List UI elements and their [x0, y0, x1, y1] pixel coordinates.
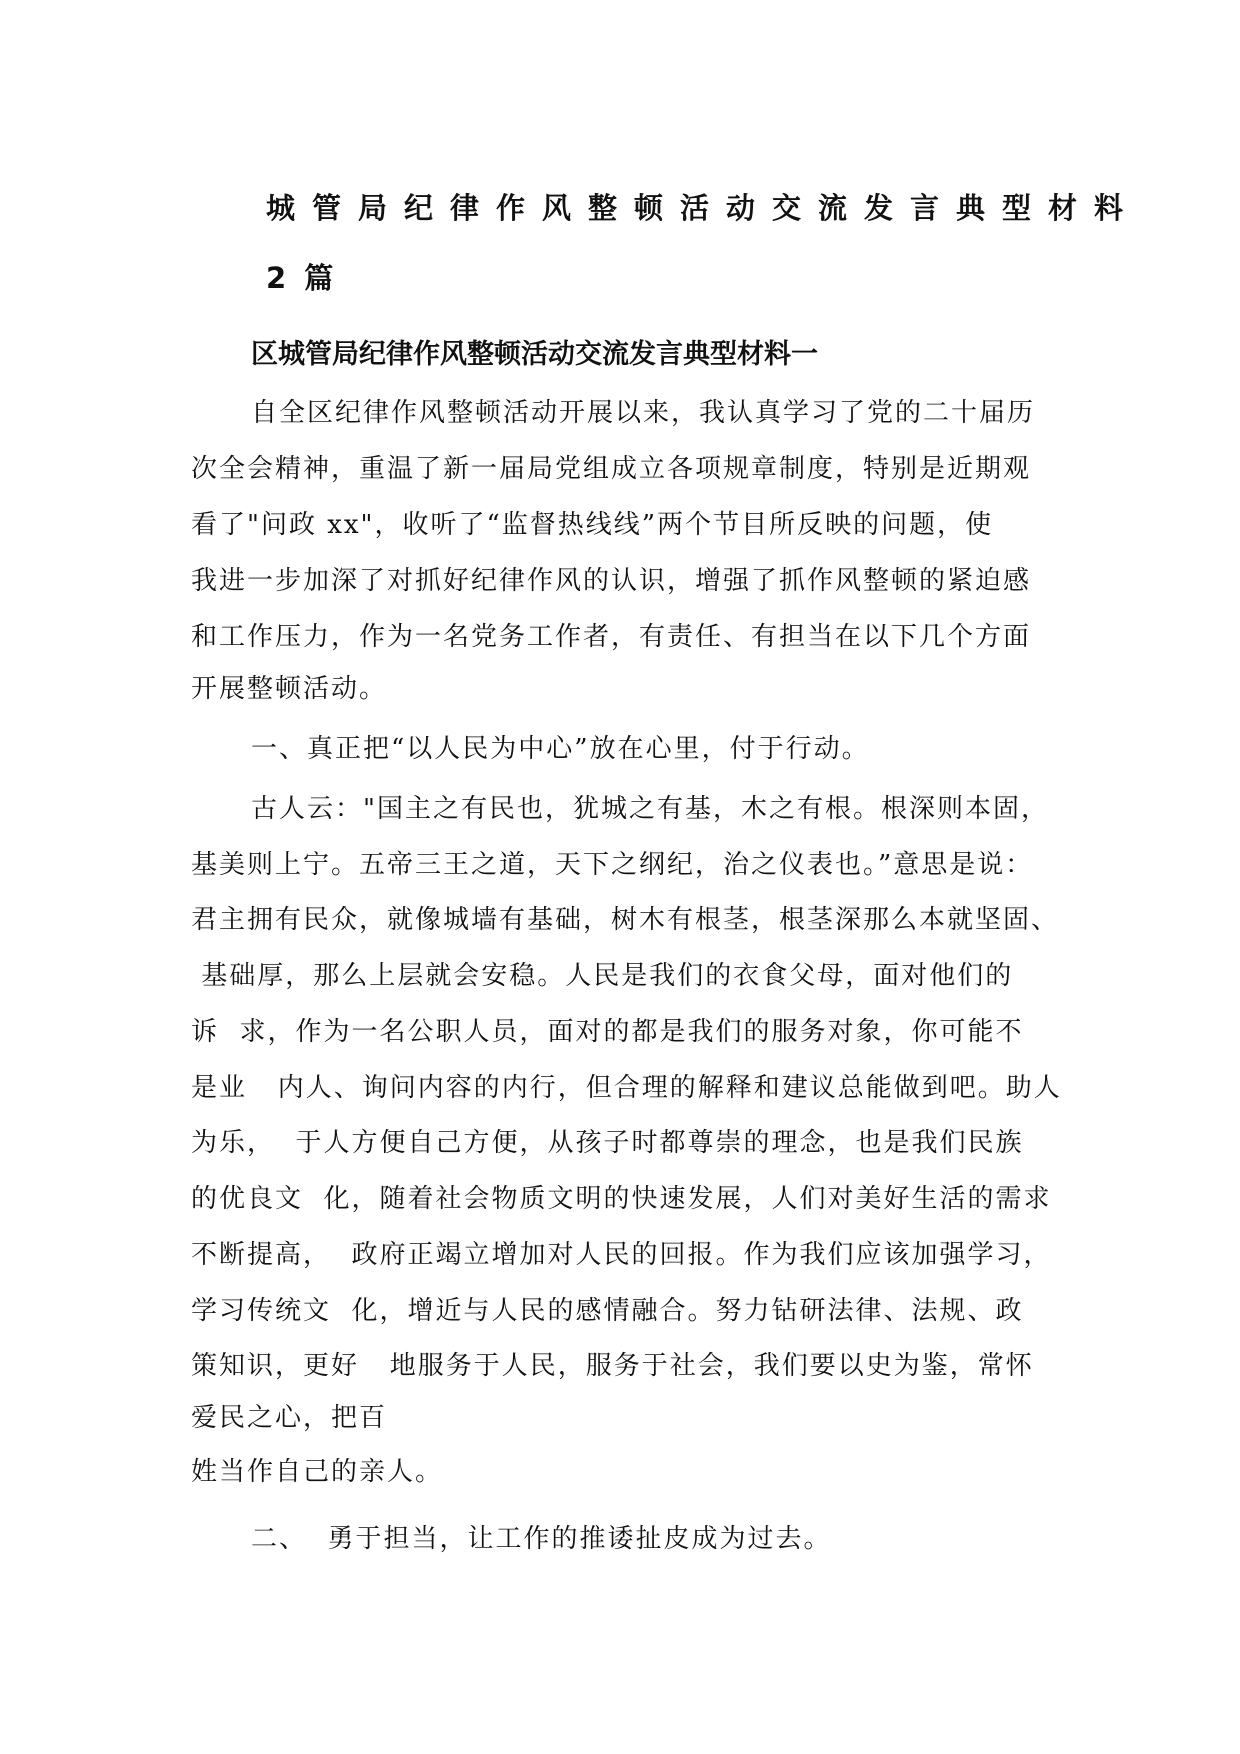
body-line: 不断提高， 政府正竭立增加对人民的回报。作为我们应该加强学习， [191, 1240, 1052, 1270]
body-line: 的优良文 化，随着社会物质文明的快速发展，人们对美好生活的需求 [191, 1184, 1052, 1214]
body-line: 开展整顿活动。 [191, 674, 388, 704]
body-line: 爱民之心，把百 [191, 1403, 388, 1433]
body-line: 策知识，更好 地服务于人民，服务于社会，我们要以史为鉴，常怀 [191, 1351, 1034, 1381]
section-heading: 一、真正把“以人民为中心”放在心里，付于行动。 [251, 734, 870, 764]
body-line: 我进一步加深了对抓好纪律作风的认识，增强了抓作风整顿的紧迫感 [191, 566, 1032, 596]
body-line: 看了"问政 xx"，收听了“监督热线线”两个节目所反映的问题，使 [191, 510, 994, 540]
body-line: 和工作压力，作为一名党务工作者，有责任、有担当在以下几个方面 [191, 622, 1032, 652]
body-line: 是业 内人、询问内容的内行，但合理的解释和建议总能做到吧。助人 [191, 1073, 1062, 1103]
body-line: 君主拥有民众，就像城墙有基础，树木有根茎，根茎深那么本就坚固、 [191, 905, 1060, 935]
section-heading: 二、 勇于担当，让工作的推诿扯皮成为过去。 [251, 1524, 832, 1554]
body-line: 次全会精神，重温了新一届局党组成立各项规章制度，特别是近期观 [191, 454, 1032, 484]
body-line: 自全区纪律作风整顿活动开展以来，我认真学习了党的二十届历 [251, 398, 1036, 428]
body-line: 为乐， 于人方便自己方便，从孩子时都尊崇的理念，也是我们民族 [191, 1128, 1024, 1158]
body-line: 古人云："国主之有民也，犹城之有基，木之有根。根深则本固， [251, 794, 1049, 824]
body-line: 基美则上宁。五帝三王之道，天下之纲纪，治之仪表也。”意思是说： [191, 850, 1034, 880]
section-subtitle: 区城管局纪律作风整顿活动交流发言典型材料一 [251, 339, 818, 370]
body-line: 诉 求，作为一名公职人员，面对的都是我们的服务对象，你可能不 [191, 1017, 1024, 1047]
document-title-line-1: 城管局纪律作风整顿活动交流发言典型材料 [266, 191, 1141, 225]
body-line: 基础厚，那么上层就会安稳。人民是我们的衣食父母，面对他们的 [191, 961, 1014, 991]
document-title-line-2: 2 篇 [266, 261, 338, 295]
body-line: 学习传统文 化，增近与人民的感情融合。努力钻研法律、法规、政 [191, 1296, 1024, 1326]
body-line: 姓当作自己的亲人。 [191, 1457, 444, 1487]
